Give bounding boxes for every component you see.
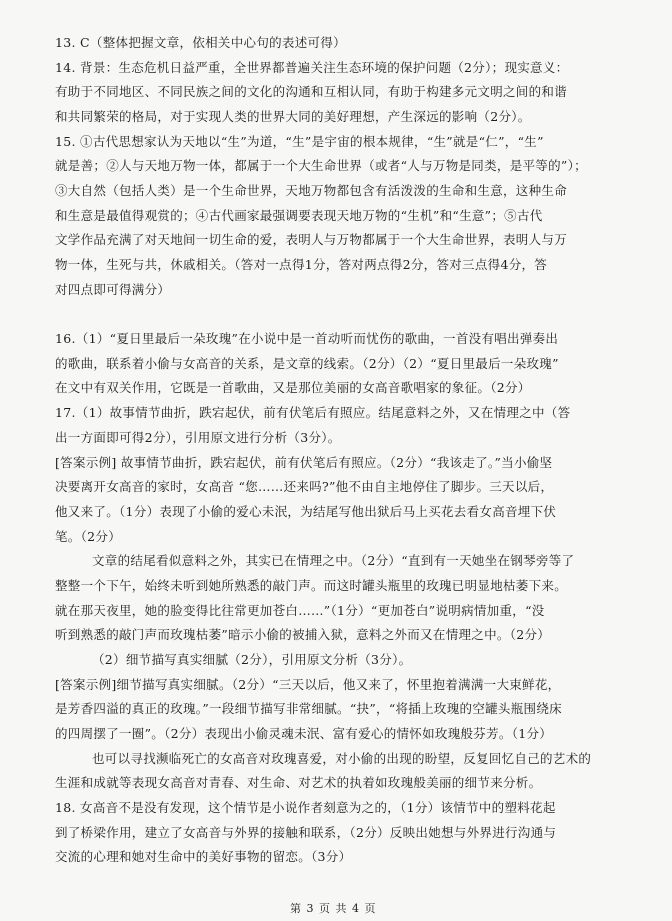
answer-15-line-3: ③大自然（包括人类）是一个生命世界，天地万物都包含有活泼泼的生命和生意，这种生命 — [55, 183, 568, 198]
answer-16-line-2: 的歌曲，联系着小偷与女高音的关系，是文章的线索。（2分）（2）“夏日里最后一朵玫瑰” — [55, 356, 559, 371]
answer-15-line-4: 和生意是最值得观赏的；④古代画家最强调要表现天地万物的“生机”和“生意”；⑤古代 — [55, 208, 543, 223]
example-3-line-2: 是芳香四溢的真正的玫瑰。”一段细节描写非常细腻。“抉”，“将插上玫瑰的空罐头瓶围绕床 — [55, 701, 562, 716]
example-1-line-2: 决要离开女高音的家时，女高音 “您……还来吗?”他不由自主地停住了脚步。三天以后， — [55, 479, 554, 494]
answer-15-line-6: 物一体，生死与共，休戚相关。（答对一点得1分，答对两点得2分，答对三点得4分，答 — [55, 257, 548, 272]
answer-13: 13. C（整体把握文章，依相关中心句的表述可得） — [55, 35, 346, 50]
note-line-2: 生涯和成就等表现女高音对青春、对生命、对艺术的执着如玫瑰般美丽的细节来分析。 — [55, 775, 542, 790]
example-3-line-3: 的四周摆了一圈”。（2分）表现出小偷灵魂未泯、富有爱心的情怀如玫瑰般芬芳。（1分） — [55, 726, 553, 741]
answer-15-line-1: 15. ①古代思想家认为天地以“生”为道，“生”是宇宙的根本规律，“生”就是“仁”，“生” — [55, 134, 544, 149]
example-2-line-4: 听到熟悉的敲门声而玫瑰枯萎”暗示小偷的被捕入狱，意料之外而又在情理之中。（2分） — [55, 627, 551, 642]
example-2-line-1: 文章的结尾看似意料之外，其实已在情理之中。（2分）“直到有一天她坐在钢琴旁等了 — [92, 553, 575, 568]
example-3-line-1: [答案示例]细节描写真实细腻。（2分）“三天以后，他又来了，怀里抱着满满一大束鲜花， — [55, 677, 561, 692]
note-line-1: 也可以寻找濒临死亡的女高音对玫瑰喜爱，对小偷的出现的盼望，反复回忆自己的艺术的 — [92, 751, 592, 766]
answer-15-line-5: 文学作品充满了对天地间一切生命的爱，表明人与万物都属于一个大生命世界，表明人与万 — [55, 232, 568, 247]
answer-17-line-2: 出一方面即可得2分），引用原文进行分析（3分）。 — [55, 430, 341, 445]
answer-15-line-7: 对四点即可得满分） — [55, 282, 171, 297]
answer-15-line-2: 就是善；②人与天地万物一体，都属于一个大生命世界（或者“人与万物是同类，是平等的”）； — [55, 158, 587, 173]
answer-18-line-1: 18. 女高音不是没有发现，这个情节是小说作者刻意为之的，（1分）该情节中的塑料花起 — [55, 800, 556, 815]
example-1-line-4: 笔。（2分） — [55, 529, 122, 544]
example-1-line-1: [答案示例] 故事情节曲折，跌宕起伏，前有伏笔后有照应。（2分）“我该走了。”当小偷坚 — [55, 455, 553, 470]
answer-16-line-3: 在文中有双关作用，它既是一首歌曲，又是那位美丽的女高音歌唱家的象征。（2分） — [55, 380, 531, 395]
answer-16-line-1: 16.（1）“夏日里最后一朵玫瑰”在小说中是一首动听而忧伤的歌曲，一首没有唱出弹奏出 — [55, 331, 559, 346]
example-1-line-3: 他又来了。（1分）表现了小偷的爱心未泯，为结尾写他出狱后马上买花去看女高音埋下伏 — [55, 504, 557, 519]
answer-17-line-1: 17.（1）故事情节曲折，跌宕起伏，前有伏笔后有照应。结尾意料之外，又在情理之中（答 — [55, 405, 571, 420]
answer-18-line-2: 到了桥梁作用，建立了女高音与外界的接触和联系，（2分）反映出她想与外界进行沟通与 — [55, 825, 557, 840]
example-2-line-3: 就在那天夜里，她的脸变得比往常更加苍白……”（1分）“更加苍白”说明病情加重，“没 — [55, 603, 545, 618]
answer-14-line-1: 14. 背景：生态危机日益严重，全世界都普遍关注生态环境的保护问题（2分）；现实意义： — [55, 60, 569, 75]
answer-14-line-3: 和共同繁荣的格局，对于实现人类的世界大同的美好理想，产生深远的影响（2分）。 — [55, 109, 531, 124]
answer-18-line-3: 交流的心理和她对生命中的美好事物的留恋。（3分） — [55, 849, 352, 864]
answer-17-part-2: （2）细节描写真实细腻（2分），引用原文分析（3分）。 — [92, 652, 412, 667]
page-footer: 第 3 页 共 4 页 — [290, 902, 377, 915]
answer-14-line-2: 有助于不同地区、不同民族之间的文化的沟通和互相认同，有助于构建多元文明之间的和谐 — [55, 84, 568, 99]
example-2-line-2: 整整一个下午，始终未听到她所熟悉的敲门声。而这时罐头瓶里的玫瑰已明显地枯萎下来。 — [55, 578, 568, 593]
